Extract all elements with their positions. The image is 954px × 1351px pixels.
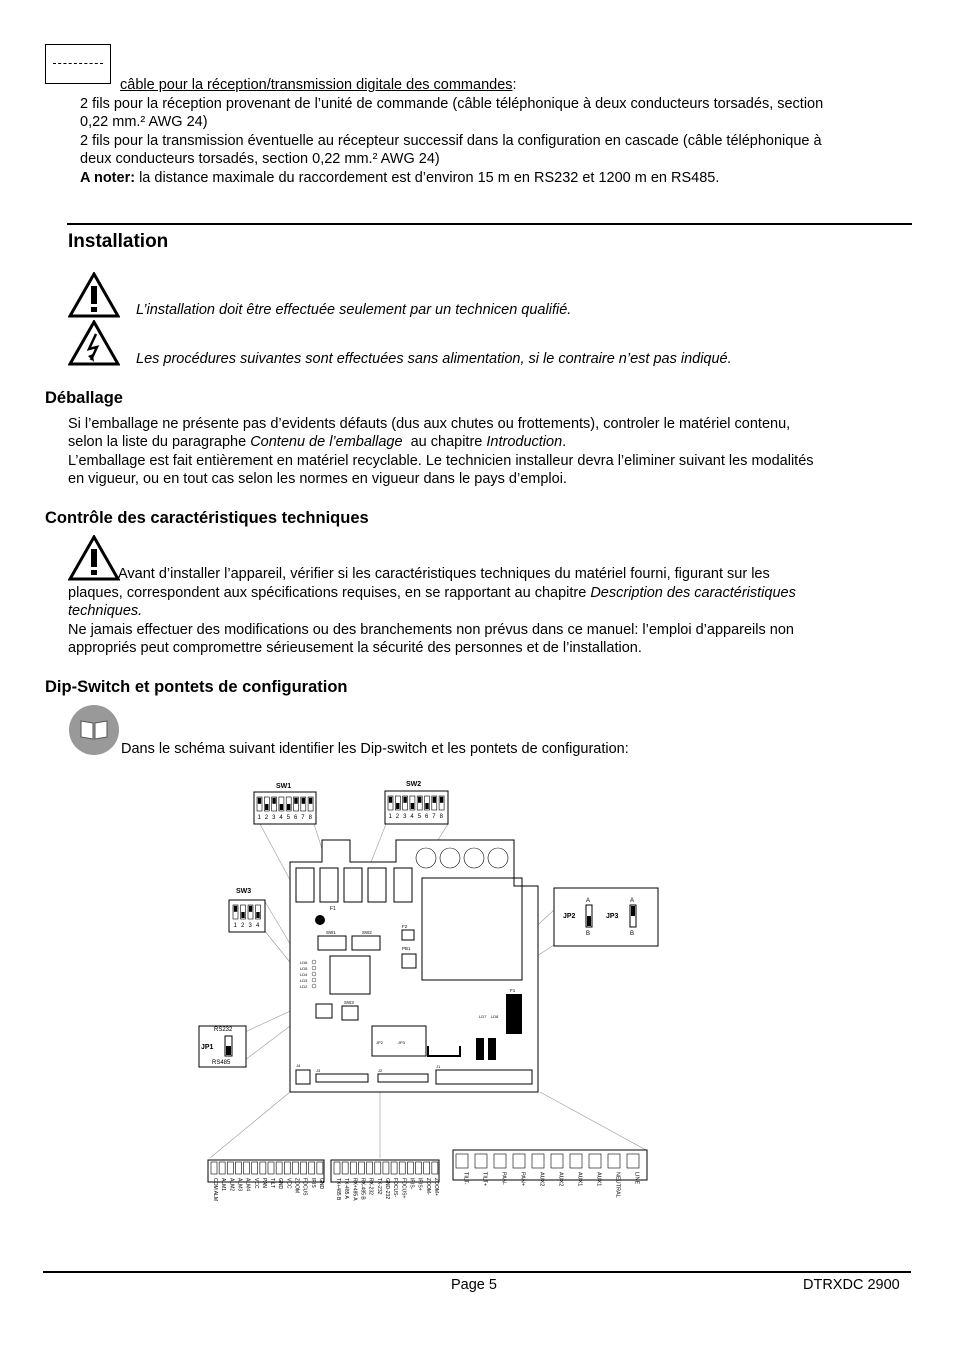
- conn1-pin: [301, 1162, 307, 1174]
- sw2-label: SW2: [406, 781, 422, 788]
- conn2-pin: [399, 1162, 405, 1174]
- conn1-pin: [244, 1162, 250, 1174]
- conn1-pin-label: ALM4: [244, 1178, 251, 1192]
- board-led-label: LD5: [300, 966, 308, 971]
- sw2-zoom: [385, 781, 448, 824]
- conn3-pin: [608, 1154, 620, 1168]
- conn2-pin: [334, 1162, 340, 1174]
- board-f2-label: F2: [402, 924, 408, 929]
- conn2-pin-label: TX-485 A: [343, 1178, 350, 1199]
- conn1-pin-label: VCC: [252, 1178, 259, 1189]
- jp2-jp3-zoom: [554, 888, 658, 946]
- sw2-toggles-number: 5: [417, 814, 422, 820]
- conn1-pin-label: PAN: [260, 1178, 267, 1188]
- sw2-toggles-number: 8: [439, 814, 443, 820]
- conn2-pin: [350, 1162, 356, 1174]
- board-sw2-label: SW2: [362, 930, 372, 935]
- conn1-pin-label: IRIS: [309, 1178, 316, 1188]
- conn3-pin-label: PAN-: [500, 1172, 507, 1185]
- board-pb1-label: PB1: [402, 946, 411, 951]
- board-sw1-label: SW1: [326, 930, 336, 935]
- conn3-pin-label: AUX1: [576, 1172, 583, 1187]
- board-j1-label: J1: [436, 1064, 441, 1069]
- conn3-pin: [513, 1154, 525, 1168]
- model-name: DTRXDC 2900: [803, 1277, 900, 1293]
- conn1-pin: [252, 1162, 258, 1174]
- cable-line-3: 2 fils pour la transmission éventuelle au récepteur successif dans la configuration en cascade (câble téléphonique à: [80, 133, 822, 149]
- conn1-pin-label: ZOOM: [293, 1178, 300, 1193]
- sw3-zoom: [229, 888, 265, 932]
- controle-line-2: plaques, correspondent aux spécifications requises, en se rapportant au chapitre Description des caractéristiques: [68, 585, 796, 601]
- footer-rule: [43, 1271, 911, 1273]
- conn1-pin: [284, 1162, 290, 1174]
- conn3-pin: [475, 1154, 487, 1168]
- conn2-pin: [416, 1162, 422, 1174]
- jp1-rs485-label: RS485: [212, 1060, 231, 1066]
- conn2-pin-label: IRIS+: [416, 1178, 423, 1191]
- sw3-toggles-number: 2: [241, 923, 245, 929]
- sw1-toggles-number: 2: [264, 815, 269, 821]
- board-ld8-label: LD8: [491, 1014, 499, 1019]
- jp2-a-label: A: [586, 898, 591, 904]
- conn2-pin: [432, 1162, 438, 1174]
- board-power-f1-label: F1: [510, 988, 516, 993]
- conn2-pin-label: TX-232: [375, 1178, 382, 1195]
- conn3-pin: [551, 1154, 563, 1168]
- warning-triangle-icon: [68, 535, 120, 581]
- sw1-toggles-number: 5: [286, 815, 291, 821]
- conn1-pin-label: GND: [277, 1178, 284, 1190]
- open-book-icon: [68, 704, 120, 756]
- conn1-pin: [211, 1162, 217, 1174]
- conn2-pin-label: IRIS-: [408, 1178, 415, 1190]
- controle-heading: Contrôle des caractéristiques techniques: [45, 509, 369, 527]
- conn1-pin: [309, 1162, 315, 1174]
- cable-line-4: deux conducteurs torsadés, section 0,22 mm.² AWG 24): [80, 151, 440, 167]
- cable-symbol-icon: [45, 44, 111, 84]
- conn1-pin: [276, 1162, 282, 1174]
- jp3-b-label: B: [630, 931, 635, 937]
- sw1-toggles-number: 7: [301, 815, 305, 821]
- sw2-toggles-number: 7: [432, 814, 436, 820]
- board-ld7-label: LD7: [479, 1014, 487, 1019]
- conn1-pin-label: FOCUS: [301, 1178, 308, 1196]
- conn1-pin: [227, 1162, 233, 1174]
- sw1-toggles-number: 1: [257, 815, 261, 821]
- conn3-pin-label: LINE: [633, 1172, 640, 1185]
- controle-line-4: Ne jamais effectuer des modifications ou des branchements non prévus dans ce manuel: l’emploi d’appareils non: [68, 622, 794, 638]
- conn3-pin: [589, 1154, 601, 1168]
- conn2-pin: [424, 1162, 430, 1174]
- conn3-pin: [627, 1154, 639, 1168]
- conn2-pin-label: FOCUS+: [400, 1178, 407, 1199]
- deballage-heading: Déballage: [45, 389, 123, 407]
- board-led-label: LD3: [300, 978, 308, 983]
- conn2-pin: [358, 1162, 364, 1174]
- board-led-label: LD4: [300, 972, 308, 977]
- conn3-pin-label: TILT-: [462, 1172, 469, 1185]
- controle-line-1: Avant d’installer l’appareil, vérifier si les caractéristiques techniques du matériel fourni, figurant sur les: [118, 566, 770, 582]
- conn3-pin: [532, 1154, 544, 1168]
- warning-triangle-icon: [68, 272, 120, 318]
- conn1-pin-label: GND: [317, 1178, 324, 1190]
- sw1-toggles-number: 3: [272, 815, 276, 821]
- sw1-label: SW1: [276, 783, 292, 790]
- conn1-pin: [268, 1162, 274, 1174]
- board-sw3-label: SW3: [344, 1000, 354, 1005]
- conn2-pin-label: FOCUS-: [392, 1178, 399, 1198]
- conn1-pin: [292, 1162, 298, 1174]
- conn3-pin-label: PAN+: [519, 1172, 526, 1187]
- conn3-pin-label: NEUTRAL: [614, 1172, 621, 1198]
- conn1-pin-label: TILT: [269, 1178, 276, 1188]
- page-number: Page 5: [451, 1277, 497, 1293]
- conn1-pin: [260, 1162, 266, 1174]
- installation-heading: Installation: [68, 231, 169, 252]
- cable-note: A noter: la distance maximale du raccordement est d’environ 15 m en RS232 et 1200 m en RS485.: [80, 170, 720, 186]
- conn1-pin-label: ALM2: [228, 1178, 235, 1192]
- deballage-line-2: selon la liste du paragraphe Contenu de l’emballage au chapitre Introduction.: [68, 434, 567, 450]
- sw3-toggles-number: 1: [233, 923, 237, 929]
- connector-j1-zoom: [453, 1150, 647, 1198]
- sw2-toggles-number: 6: [425, 814, 429, 820]
- jp3-a-label: A: [630, 898, 635, 904]
- conn2-pin: [407, 1162, 413, 1174]
- conn2-pin: [375, 1162, 381, 1174]
- installation-warning-1: L’installation doit être effectuée seulement par un technicen qualifié.: [136, 302, 572, 318]
- configuration-diagram: [190, 770, 670, 1230]
- conn2-pin: [383, 1162, 389, 1174]
- electrical-hazard-icon: [68, 320, 120, 366]
- sw2-toggles-number: 4: [410, 814, 414, 820]
- circuit-board: [290, 840, 538, 1092]
- conn2-pin-label: ZOOM+: [432, 1178, 439, 1196]
- conn3-pin: [456, 1154, 468, 1168]
- cable-title: câble pour la réception/transmission digitale des commandes:: [120, 77, 517, 93]
- sw1-zoom: [254, 783, 316, 824]
- conn1-pin: [219, 1162, 225, 1174]
- connector-j3-zoom: [208, 1160, 324, 1201]
- installation-warning-2: Les procédures suivantes sont effectuées sans alimentation, si le contraire n’est pas indiqué.: [136, 351, 732, 367]
- conn2-pin-label: TX+485 B: [335, 1178, 342, 1201]
- conn2-pin-label: GND-232: [384, 1178, 390, 1200]
- conn3-pin: [494, 1154, 506, 1168]
- conn1-pin-label: COM ALM: [212, 1178, 219, 1202]
- board-led-label: LD2: [300, 984, 308, 989]
- cable-line-2: 0,22 mm.² AWG 24): [80, 114, 208, 130]
- conn1-pin: [235, 1162, 241, 1174]
- board-j3-label: J3: [316, 1068, 321, 1073]
- cable-line-1: 2 fils pour la réception provenant de l’unité de commande (câble téléphonique à deux conducteurs torsadés, section: [80, 96, 824, 112]
- conn3-pin-label: TILT+: [481, 1172, 488, 1187]
- board-jp2-label: JP2: [376, 1040, 383, 1045]
- jp3-label: JP3: [606, 913, 619, 920]
- dip-intro: Dans le schéma suivant identifier les Dip-switch et les pontets de configuration:: [121, 741, 629, 757]
- sw3-toggles-number: 3: [248, 923, 252, 929]
- jp1-rs232-label: RS232: [214, 1027, 233, 1033]
- sw2-toggles-number: 3: [403, 814, 407, 820]
- board-jp3-label: JP3: [398, 1040, 405, 1045]
- sw3-toggles-number: 4: [256, 923, 260, 929]
- dip-heading: Dip-Switch et pontets de configuration: [45, 678, 348, 696]
- conn2-pin: [367, 1162, 373, 1174]
- conn3-pin-label: AUX1: [595, 1172, 602, 1187]
- conn2-pin: [391, 1162, 397, 1174]
- jp1-label: JP1: [201, 1044, 214, 1051]
- sw1-toggles-number: 8: [308, 815, 312, 821]
- conn3-pin-label: AUX2: [557, 1172, 564, 1187]
- controle-line-3: techniques.: [68, 603, 143, 619]
- board-f1-label: F1: [330, 906, 336, 912]
- conn2-pin-label: RX-232: [367, 1178, 374, 1195]
- jp2-label: JP2: [563, 913, 576, 920]
- conn1-pin: [317, 1162, 323, 1174]
- board-led-label: LD6: [300, 960, 308, 965]
- deballage-line-3: L’emballage est fait entièrement en matériel recyclable. Le technicien installeur devra l’eliminer suivant les modalités: [68, 453, 814, 469]
- section-rule: [67, 223, 912, 225]
- deballage-line-4: en vigueur, ou en tout cas selon les normes en vigueur dans le pays d’emploi.: [68, 471, 567, 487]
- sw1-toggles-number: 4: [279, 815, 283, 821]
- conn3-pin-label: AUX2: [538, 1172, 545, 1187]
- conn2-pin: [342, 1162, 348, 1174]
- jp1-zoom: [199, 1026, 246, 1067]
- deballage-line-1: Si l’emballage ne présente pas d’evidents défauts (dus aux chutes ou frottements), controler le matériel contenu,: [68, 416, 791, 432]
- conn3-pin: [570, 1154, 582, 1168]
- board-j4-label: J4: [296, 1063, 301, 1068]
- sw2-toggles-number: 1: [388, 814, 392, 820]
- conn1-pin-label: ALM1: [220, 1178, 227, 1192]
- conn2-pin-label: RX-485 B: [359, 1178, 366, 1200]
- sw3-label: SW3: [236, 888, 252, 895]
- conn1-pin-label: ALM3: [236, 1178, 243, 1192]
- conn1-pin-label: VCC: [285, 1178, 292, 1189]
- sw2-toggles-number: 2: [395, 814, 400, 820]
- connector-j2-zoom: [331, 1160, 439, 1201]
- conn2-pin-label: ZOOM-: [424, 1178, 431, 1195]
- jp2-b-label: B: [586, 931, 591, 937]
- board-j2-label: J2: [378, 1068, 383, 1073]
- conn2-pin-label: RX+485 A: [351, 1178, 358, 1201]
- controle-line-5: appropriés peut compromettre sérieusement la sécurité des personnes et de l’installation.: [68, 640, 642, 656]
- sw1-toggles-number: 6: [294, 815, 298, 821]
